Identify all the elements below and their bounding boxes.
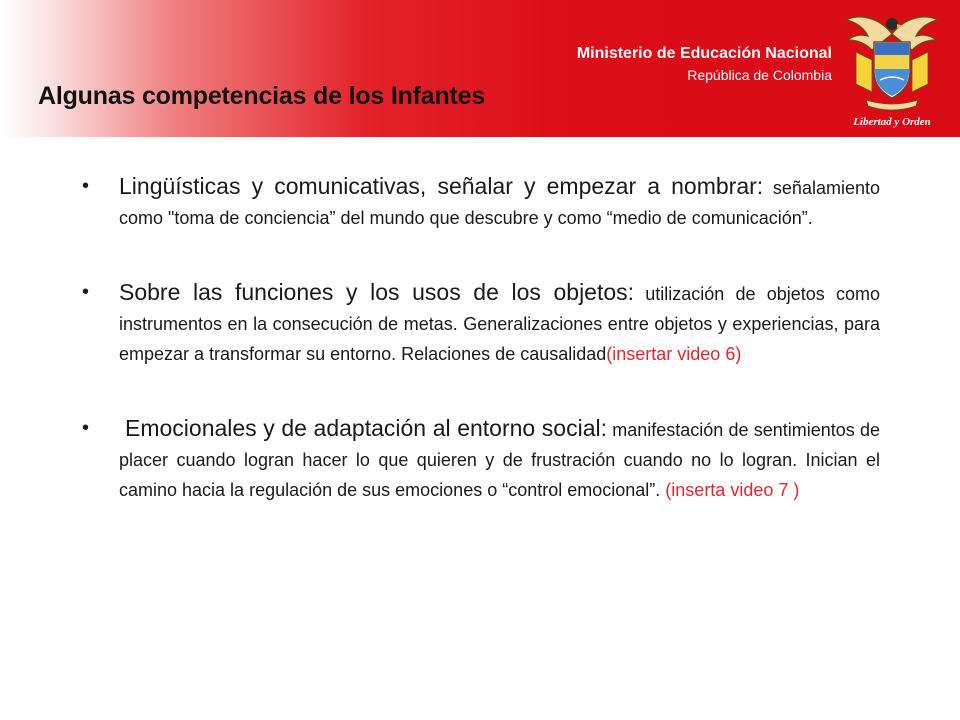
item-text: manifestación de sentimientos de placer cuando logran hacer lo que quieren y de frustración cuando no lo logran. Inician el camino hacia la regulación de sus emociones o “control emocional”. xyxy=(119,420,880,500)
list-item xyxy=(82,277,880,369)
item-text: señalamiento como "toma de conciencia” del mundo que descubre y como “medio de comunicación”. xyxy=(119,178,880,228)
list-item xyxy=(82,413,880,505)
ministry-subtitle: República de Colombia xyxy=(687,67,832,83)
bullet-dot-icon: • xyxy=(82,281,90,303)
bullet-dot-icon: • xyxy=(82,417,90,439)
emblem-motto: Libertad y Orden xyxy=(853,116,931,128)
item-text: utilización de objetos como instrumentos en la consecución de metas. Generalizaciones entre objetos y experiencias, para empezar a transformar su entorno. Relaciones de causalidad xyxy=(119,284,880,364)
video-note: (insertar video 6) xyxy=(606,344,742,364)
page-title: Algunas competencias de los Infantes xyxy=(38,82,486,110)
bullet-dot-icon: • xyxy=(82,175,90,197)
ministry-block xyxy=(577,44,832,86)
competencies-list xyxy=(82,171,880,505)
video-note: (inserta video 7 ) xyxy=(660,480,800,500)
item-lead: Lingüísticas y comunicativas, señalar y empezar a nombrar: xyxy=(119,173,764,199)
coat-of-arms-icon xyxy=(842,8,942,116)
item-lead: Emocionales y de adaptación al entorno social: xyxy=(125,415,607,441)
ministry-name: Ministerio de Educación Nacional xyxy=(576,45,832,62)
list-item xyxy=(82,171,880,233)
coat-of-arms-emblem xyxy=(842,8,942,134)
item-lead: Sobre las funciones y los usos de los objetos: xyxy=(119,279,635,305)
header-banner xyxy=(0,0,960,137)
